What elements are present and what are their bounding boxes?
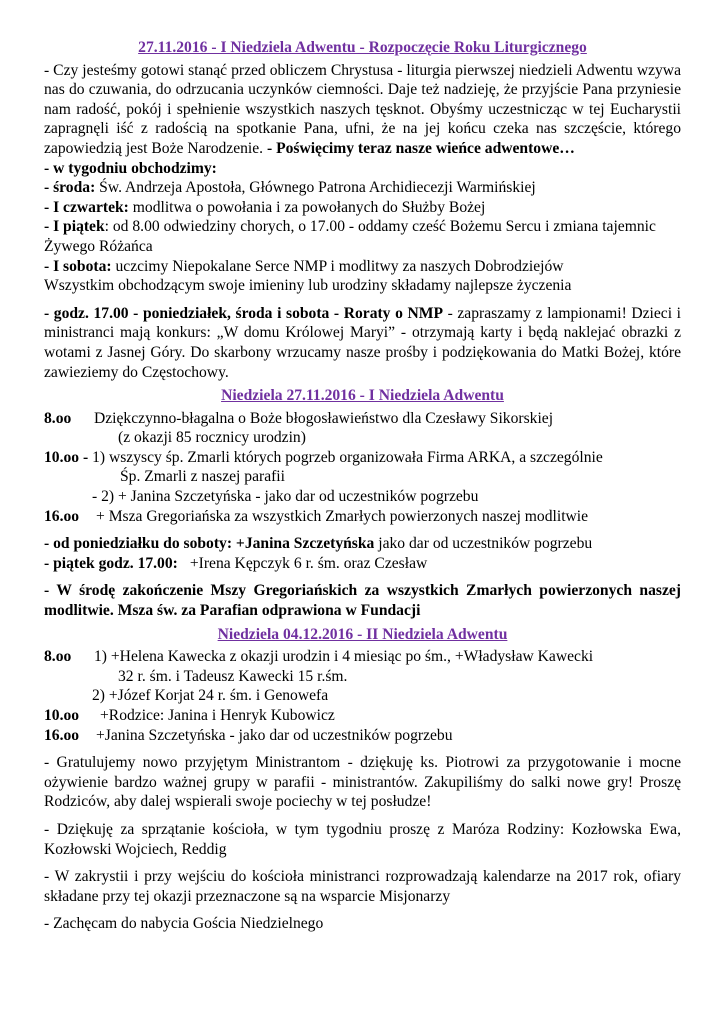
mass-time: 16.oo [44, 726, 80, 744]
gregorian-text: - W środę zakończenie Mszy Gregoriańskich za wszystkich Zmarłych powierzonych naszej modlitwie. Msza św. za Parafian odprawiona w Fundacji [44, 582, 681, 620]
mass-row [44, 647, 681, 667]
mass-time: 8.oo [44, 409, 72, 427]
notice-gosc: - Zachęcam do nabycia Gościa Niedzielnego [44, 915, 324, 933]
roraty-text: - zapraszamy z lampionami! Dzieci i ministranci mają konkurs: „W domu Królowej Maryi” - otrzymają karty i będą naklejać obrazki z wotami z Jasnej Góry. Do skarbony wrzucamy nasze prośby i podziękowania do Matki Bożej, które zawieziemy do Częstochowy. [44, 304, 681, 381]
mass-time: 10.oo - [44, 448, 89, 466]
week-item-friday [44, 217, 681, 256]
intro-text: - Czy jesteśmy gotowi stanąć przed obliczem Chrystusa - liturgia pierwszej niedzieli Adwentu wzywa nas do czuwania, do odrzucania uczynków ciemności. Daje też nadzieję, że przyjście Pana przyniesie nam radość, pokój i spełnienie wszystkich naszych tęsknot. Obyśmy uczestnicząc w tej Eucharystii zapragnęli iść z radością na spotkanie Pana, ufni, że na jej końcu czeka nas szczęście, którego zapowiedzią jest Boże Narodzenie. [44, 61, 681, 157]
mass-row [44, 507, 681, 527]
week-item-text: Św. Andrzeja Apostoła, Głównego Patrona Archidiecezji Warmińskiej [95, 179, 536, 197]
mass-time: 16.oo [44, 507, 80, 525]
week-heading [44, 159, 681, 179]
title-sunday-1: Niedziela 27.11.2016 - I Niedziela Adwentu [221, 387, 504, 405]
mass-intention: +Rodzice: Janina i Henryk Kubowicz [100, 707, 335, 724]
mass-intention: 1) wszyscy śp. Zmarli których pogrzeb organizowała Firma ARKA, a szczególnie [88, 448, 603, 466]
mass-intention-cont: 32 r. śm. i Tadeusz Kawecki 15 r.śm. [118, 667, 348, 685]
week-item-label: - środa: [44, 179, 96, 197]
week-item-saturday [44, 257, 681, 277]
week-item-label: - I piątek [44, 218, 105, 236]
mass-intention-cont: Śp. Zmarli z naszej parafii [120, 468, 285, 486]
week-item-text: uczcimy Niepokalane Serce NMP i modlitwy za naszych Dobrodziejów [111, 257, 564, 275]
mass-row [44, 726, 681, 746]
week-item-text: modlitwa o powołania i za powołanych do Służby Bożej [128, 198, 486, 216]
weekday-text: jako dar od uczestników pogrzebu [374, 535, 593, 553]
mass-row [44, 448, 681, 468]
mass-intention: 1) +Helena Kawecka z okazji urodzin i 4 miesiąc po śm., +Władysław Kawecki [94, 648, 594, 666]
mass-row [44, 706, 681, 726]
gregorian-notice [44, 581, 681, 620]
friday-text: +Irena Kępczyk 6 r. śm. oraz Czesław [189, 554, 428, 572]
week-item-thursday [44, 198, 681, 218]
week-heading-text: - w tygodniu obchodzimy: [44, 159, 217, 177]
mass-time: 10.oo [44, 707, 80, 724]
weekday-masses [44, 534, 681, 554]
week-item-text: : od 8.00 odwiedziny chorych, o 17.00 - oddamy cześć Bożemu Sercu i zmiana tajemnic Żywego Różańca [44, 218, 656, 255]
notice-ministrants: - Gratulujemy nowo przyjętym Ministrantom - dziękuję ks. Piotrowi za przygotowanie i mocne ożywienie bardzo ważnej grupy w parafii - ministrantów. Zakupiliśmy do salki nowe gry! Proszę Rodziców, aby dalej wspierali swoje pociechy w tej posłudze! [44, 754, 681, 811]
mass-intention-2: - 2) + Janina Szczetyńska - jako dar od uczestników pogrzebu [92, 488, 479, 506]
intro-paragraph [44, 61, 681, 159]
roraty-paragraph [44, 304, 681, 382]
friday-bold: - piątek godz. 17.00: [44, 554, 178, 572]
mass-time: 8.oo [44, 648, 72, 666]
title-liturgical-year: 27.11.2016 - I Niedziela Adwentu - Rozpoczęcie Roku Liturgicznego [138, 39, 587, 56]
weekday-bold: - od poniedziałku do soboty: +Janina Szczetyńska [44, 535, 375, 553]
mass-row [44, 409, 681, 429]
roraty-bold: - godz. 17.00 - poniedziałek, środa i sobota - Roraty o NMP [44, 304, 443, 322]
week-item-label: - I sobota: [44, 257, 112, 275]
notice-calendars: - W zakrystii i przy wejściu do kościoła ministranci rozprowadzają kalendarze na 2017 rok, ofiary składane przy tej okazji przeznaczone są na wsparcie Misjonarzy [44, 868, 681, 905]
title-sunday-2: Niedziela 04.12.2016 - II Niedziela Adwentu [217, 625, 508, 643]
mass-intention: +Janina Szczetyńska - jako dar od uczestników pogrzebu [96, 726, 453, 744]
mass-intention: Dziękczynno-błagalna o Boże błogosławieństwo dla Czesławy Sikorskiej [94, 409, 554, 427]
advent-wreath-note: - Poświęcimy teraz nasze wieńce adwentowe… [263, 139, 575, 157]
week-item-label: - I czwartek: [44, 198, 129, 216]
notice-cleaning: - Dziękuję za sprzątanie kościoła, w tym tygodniu proszę z Maróza Rodziny: Kozłowska Ewa, Kozłowski Wojciech, Reddig [44, 820, 681, 858]
mass-intention-2: 2) +Józef Korjat 24 r. śm. i Genowefa [92, 687, 329, 705]
birthday-wishes: Wszystkim obchodzącym swoje imieniny lub urodziny składamy najlepsze życzenia [44, 277, 572, 295]
mass-intention-cont: (z okazji 85 rocznicy urodzin) [118, 429, 306, 447]
friday-mass [44, 554, 681, 574]
week-item-wednesday [44, 178, 681, 198]
mass-intention: + Msza Gregoriańska za wszystkich Zmarłych powierzonych naszej modlitwie [96, 507, 589, 525]
